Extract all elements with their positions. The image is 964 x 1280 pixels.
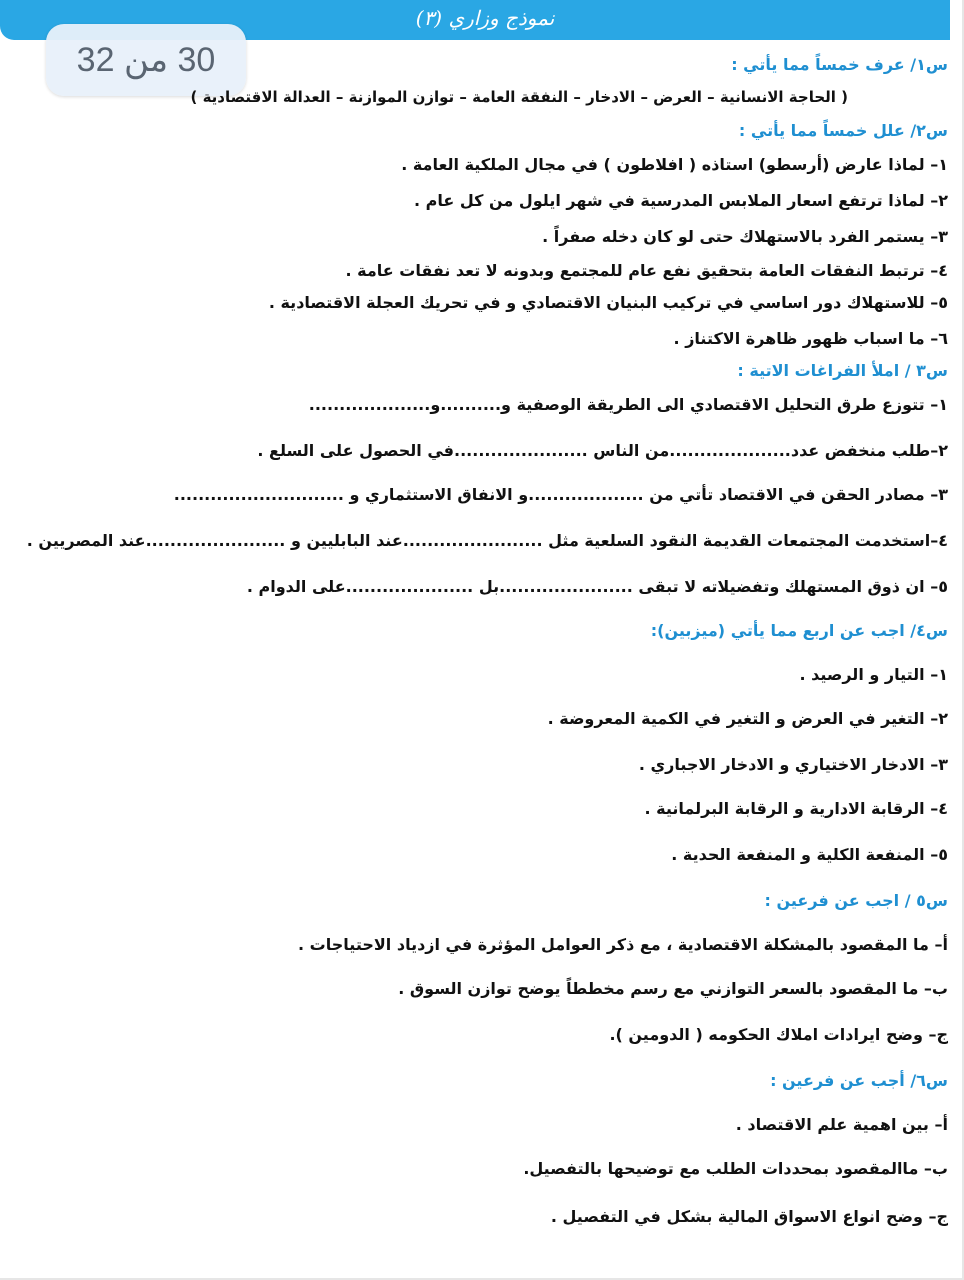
q1-terms: ( الحاجة الانسانية – العرض – الادخار – النفقة العامة – توازن الموازنة – العدالة الاقتصادية ) — [190, 88, 848, 106]
page-counter-badge[interactable]: 30 من 32 — [46, 24, 246, 96]
q6-item: ج– وضح انواع الاسواق المالية بشكل في التفصيل . — [550, 1207, 948, 1226]
q4-item: ٢– التغير في العرض و التغير في الكمية المعروضة . — [547, 709, 948, 728]
q6-heading: س٦/ أجب عن فرعين : — [770, 1071, 948, 1090]
q4-heading: س٤/ اجب عن اربع مما يأتي (ميزبين): — [650, 621, 948, 640]
q3-item: ١– تتوزع طرق التحليل الاقتصادي الى الطريقة الوصفية و..........و.................... — [308, 395, 948, 414]
q4-item: ٣– الادخار الاختياري و الادخار الاجباري . — [638, 755, 948, 774]
q5-heading: س٥ / اجب عن فرعين : — [764, 891, 948, 910]
q4-item: ١– التيار و الرصيد . — [799, 665, 948, 684]
q3-item: ٥– ان ذوق المستهلك وتفضيلاته لا تبقى ......................بل .....................على الدوام . — [246, 577, 948, 596]
q3-heading: س٣ / املأ الفراغات الاتية : — [737, 361, 948, 380]
q1-heading: س١/ عرف خمساً مما يأتي : — [731, 55, 948, 74]
q2-item: ١– لماذا عارض (أرسطو) استاذه ( افلاطون ) في مجال الملكية العامة . — [401, 155, 948, 174]
q6-item: ب– ماالمقصود بمحددات الطلب مع توضيحها بالتفصيل. — [523, 1159, 948, 1178]
banner-title: نموذج وزاري (٣) — [415, 6, 555, 30]
q2-item: ٤– ترتبط النفقات العامة بتحقيق نفع عام للمجتمع وبدونه لا تعد نفقات عامة . — [345, 261, 948, 280]
q5-item: ب– ما المقصود بالسعر التوازني مع رسم مخططاً يوضح توازن السوق . — [398, 979, 948, 998]
q3-item: ٢–طلب منخفض عدد....................من الناس ......................في الحصول على السلع . — [257, 441, 948, 460]
q2-item: ٥– للاستهلاك دور اساسي في تركيب البنيان الاقتصادي و في تحريك العجلة الاقتصادية . — [268, 293, 948, 312]
q2-item: ٦– ما اسباب ظهور ظاهرة الاكتناز . — [673, 329, 948, 348]
q6-item: أ– بين اهمية علم الاقتصاد . — [735, 1115, 948, 1134]
q5-item: أ– ما المقصود بالمشكلة الاقتصادية ، مع ذكر العوامل المؤثرة في ازدياد الاحتياجات . — [298, 935, 948, 954]
q4-item: ٤– الرقابة الادارية و الرقابة البرلمانية . — [644, 799, 948, 818]
q2-item: ٣– يستمر الفرد بالاستهلاك حتى لو كان دخله صفراً . — [542, 227, 948, 246]
q4-item: ٥– المنفعة الكلية و المنفعة الحدية . — [671, 845, 948, 864]
q3-item: ٤–استخدمت المجتمعات القديمة النقود السلعية مثل .......................عند البابليين و .......................عند المصريين . — [26, 531, 948, 550]
q3-item: ٣– مصادر الحقن في الاقتصاد تأتي من ...................و الانفاق الاستثماري و ............................ — [173, 485, 948, 504]
q5-item: ج– وضح ايرادات املاك الحكومه ( الدومين ). — [609, 1025, 948, 1044]
q2-heading: س٢/ علل خمساً مما يأتي : — [738, 121, 948, 140]
q2-item: ٢– لماذا ترتفع اسعار الملابس المدرسية في شهر ايلول من كل عام . — [413, 191, 948, 210]
